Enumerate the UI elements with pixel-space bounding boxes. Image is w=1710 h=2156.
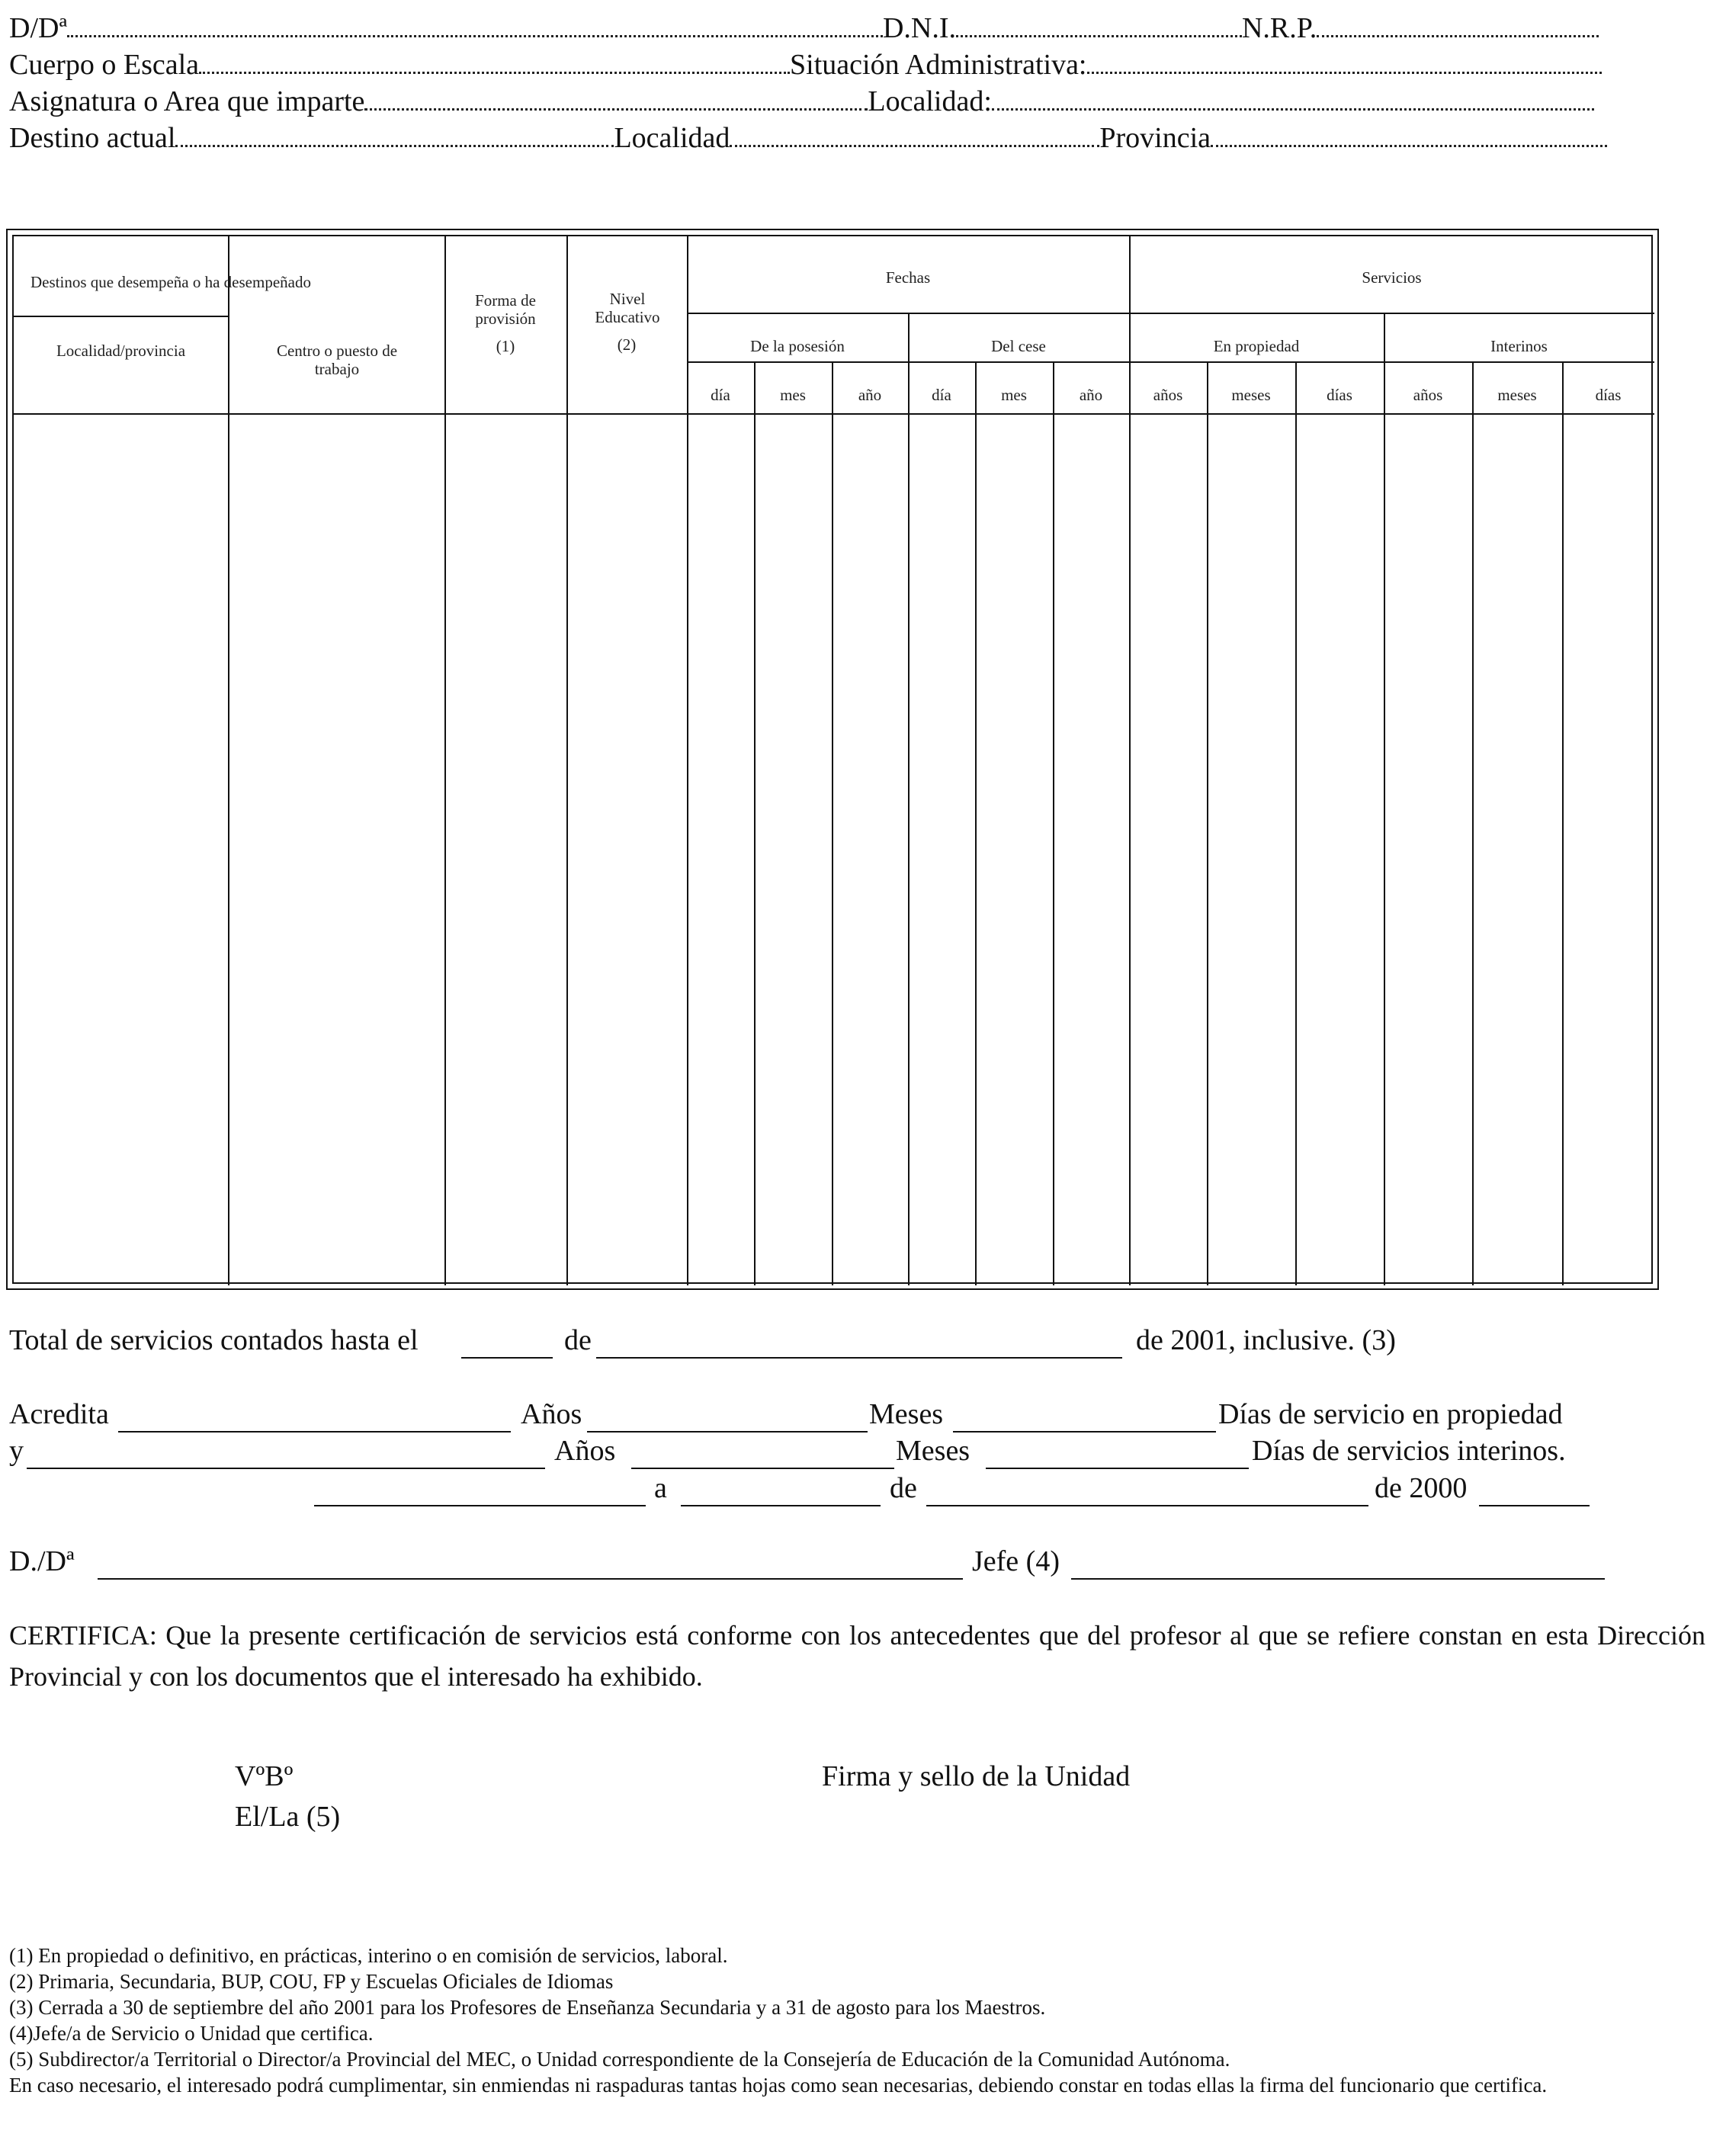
col-rule-anos2: [1472, 361, 1474, 1285]
th-posesion: De la posesión: [750, 337, 845, 355]
col-rule-3: [566, 236, 568, 1285]
situacion-label: Situación Administrativa:: [790, 49, 1087, 81]
jefe-label: Jefe (4): [972, 1545, 1060, 1577]
situacion-field[interactable]: [1087, 46, 1602, 74]
col-rule-anos1: [1207, 361, 1208, 1285]
nrp-label: N.R.P.: [1241, 12, 1317, 44]
anos-field-1[interactable]: [587, 1431, 868, 1433]
th-cese: Del cese: [991, 337, 1046, 355]
dda-field-2[interactable]: [98, 1578, 963, 1580]
rule-header-split-left: [14, 316, 228, 317]
dni-label: D.N.I.: [882, 12, 956, 44]
th-serv-meses-1: meses: [1231, 386, 1271, 404]
rule-fechas-servicios-split: [687, 313, 1654, 314]
th-serv-anos-2: años: [1413, 386, 1443, 404]
th-localidad-provincia: Localidad/provincia: [56, 342, 186, 360]
total-year-label: de 2001, inclusive. (3): [1136, 1324, 1396, 1356]
th-date-dia-2: día: [932, 386, 951, 404]
provincia-label: Provincia: [1099, 122, 1211, 154]
th-date-mes-2: mes: [1001, 386, 1027, 404]
asignatura-label: Asignatura o Area que imparte: [9, 85, 365, 117]
col-rule-cese: [908, 313, 910, 1285]
meses-field-1[interactable]: [953, 1431, 1216, 1433]
place-field[interactable]: [314, 1505, 646, 1506]
localidad-field[interactable]: [992, 82, 1594, 111]
th-nivel: Nivel Educativo: [595, 290, 660, 326]
acredita-field[interactable]: [118, 1431, 511, 1433]
th-forma-note: (1): [496, 337, 515, 355]
localidad-label: Localidad:: [868, 85, 992, 117]
destino-label: Destino actual: [9, 122, 176, 154]
footnote-4: (4)Jefe/a de Servicio o Unidad que certifica.: [9, 2022, 374, 2045]
col-rule-dia2: [975, 361, 977, 1285]
th-date-ano-2: año: [1079, 386, 1103, 404]
day-field[interactable]: [681, 1505, 881, 1506]
y-label: y: [9, 1435, 24, 1467]
asignatura-field[interactable]: [364, 82, 868, 111]
footnote-5: (5) Subdirector/a Territorial o Director/a Provincial del MEC, o Unidad correspondiente de la Consejería de Educación de la Comunidad Autónoma.: [9, 2048, 1230, 2071]
col-rule-2: [444, 236, 446, 1285]
provincia-field[interactable]: [1211, 119, 1607, 147]
footnote-1: (1) En propiedad o definitivo, en prácticas, interino o en comisión de servicios, laboral.: [9, 1944, 728, 1967]
dda-label: D/Dª: [9, 12, 67, 44]
rule-header-bottom: [14, 413, 1654, 415]
localidad2-label: Localidad: [614, 122, 730, 154]
total-de-label: de: [564, 1324, 592, 1356]
total-month-field[interactable]: [596, 1357, 1122, 1359]
th-date-mes-1: mes: [780, 386, 806, 404]
th-serv-meses-2: meses: [1497, 386, 1537, 404]
dda-field[interactable]: [67, 9, 883, 37]
header-line-dda-dni-nrp: [9, 9, 1648, 44]
col-rule-mes2: [1053, 361, 1054, 1285]
col-rule-dia1: [754, 361, 756, 1285]
th-serv-dias-1: días: [1327, 386, 1352, 404]
footnote-2: (2) Primaria, Secundaria, BUP, COU, FP y Escuelas Oficiales de Idiomas: [9, 1970, 614, 1993]
dias-interinos-label: Días de servicios interinos.: [1252, 1435, 1566, 1467]
anos-label-1: Años: [521, 1398, 582, 1430]
th-serv-dias-2: días: [1595, 386, 1622, 404]
header-line-cuerpo-situacion: [9, 46, 1648, 81]
services-table-inner: [12, 235, 1653, 1284]
a-label: a: [654, 1472, 667, 1504]
th-interinos: Interinos: [1490, 337, 1548, 355]
anos-label-2: Años: [554, 1435, 616, 1467]
ella-label: El/La (5): [235, 1801, 341, 1833]
localidad2-field[interactable]: [730, 119, 1099, 147]
meses-label-1: Meses: [869, 1398, 944, 1430]
firma-sello-label: Firma y sello de la Unidad: [822, 1760, 1131, 1792]
meses-label-2: Meses: [896, 1435, 970, 1467]
th-forma: Forma de provisión: [475, 291, 536, 328]
th-nivel-note: (2): [617, 335, 637, 354]
meses-field-2[interactable]: [986, 1468, 1249, 1469]
cuerpo-label: Cuerpo o Escala: [9, 49, 200, 81]
col-rule-meses1: [1295, 361, 1297, 1285]
vobo-label: VºBº: [235, 1760, 294, 1792]
th-propiedad: En propiedad: [1213, 337, 1300, 355]
th-serv-anos-1: años: [1153, 386, 1183, 404]
month-field[interactable]: [926, 1505, 1368, 1506]
de-2000-label: de 2000: [1375, 1472, 1468, 1504]
col-rule-interinos: [1384, 313, 1385, 1285]
col-rule-meses2: [1562, 361, 1564, 1285]
services-table: [6, 229, 1659, 1290]
acredita-label: Acredita: [9, 1398, 109, 1430]
total-day-field[interactable]: [461, 1357, 553, 1359]
footnote-3: (3) Cerrada a 30 de septiembre del año 2001 para los Profesores de Enseñanza Secundaria y a 31 de agosto para los Maestros.: [9, 1996, 1046, 2019]
certifica-paragraph: CERTIFICA: Que la presente certificación de servicios está conforme con los antecedentes que del profesor al que se refiere constan en esta Dirección Provincial y con los documentos que el interesado ha exhibido.: [9, 1620, 1705, 1692]
header-line-destino-localidad-provincia: [9, 119, 1648, 154]
th-date-ano-1: año: [858, 386, 882, 404]
header-line-asignatura-localidad: [9, 82, 1648, 117]
th-servicios: Servicios: [1362, 268, 1422, 287]
anos-field-2[interactable]: [631, 1468, 894, 1469]
nrp-field[interactable]: [1317, 9, 1599, 37]
th-centro: Centro o puesto de trabajo: [276, 342, 398, 378]
footnote-6: En caso necesario, el interesado podrá cumplimentar, sin enmiendas ni raspaduras tantas hojas como sean necesarias, debiendo constar en todas ellas la firma del funcionario que certifica.: [9, 2074, 1548, 2097]
dda-label-2: D./Dª: [9, 1545, 75, 1577]
dias-propiedad-label: Días de servicio en propiedad: [1218, 1398, 1563, 1430]
th-destinos: Destinos que desempeña o ha desempeñado: [30, 273, 311, 291]
cuerpo-field[interactable]: [199, 46, 790, 74]
th-fechas: Fechas: [885, 268, 931, 287]
col-rule-mes1: [832, 361, 833, 1285]
th-date-dia-1: día: [711, 386, 730, 404]
dni-field[interactable]: [956, 9, 1242, 37]
jefe-field[interactable]: [1071, 1578, 1605, 1580]
de-label: de: [890, 1472, 917, 1504]
destino-field[interactable]: [175, 119, 614, 147]
col-rule-1: [228, 236, 229, 1285]
total-label: Total de servicios contados hasta el: [9, 1324, 419, 1356]
year-suffix-field[interactable]: [1479, 1505, 1590, 1506]
y-field[interactable]: [27, 1468, 545, 1469]
